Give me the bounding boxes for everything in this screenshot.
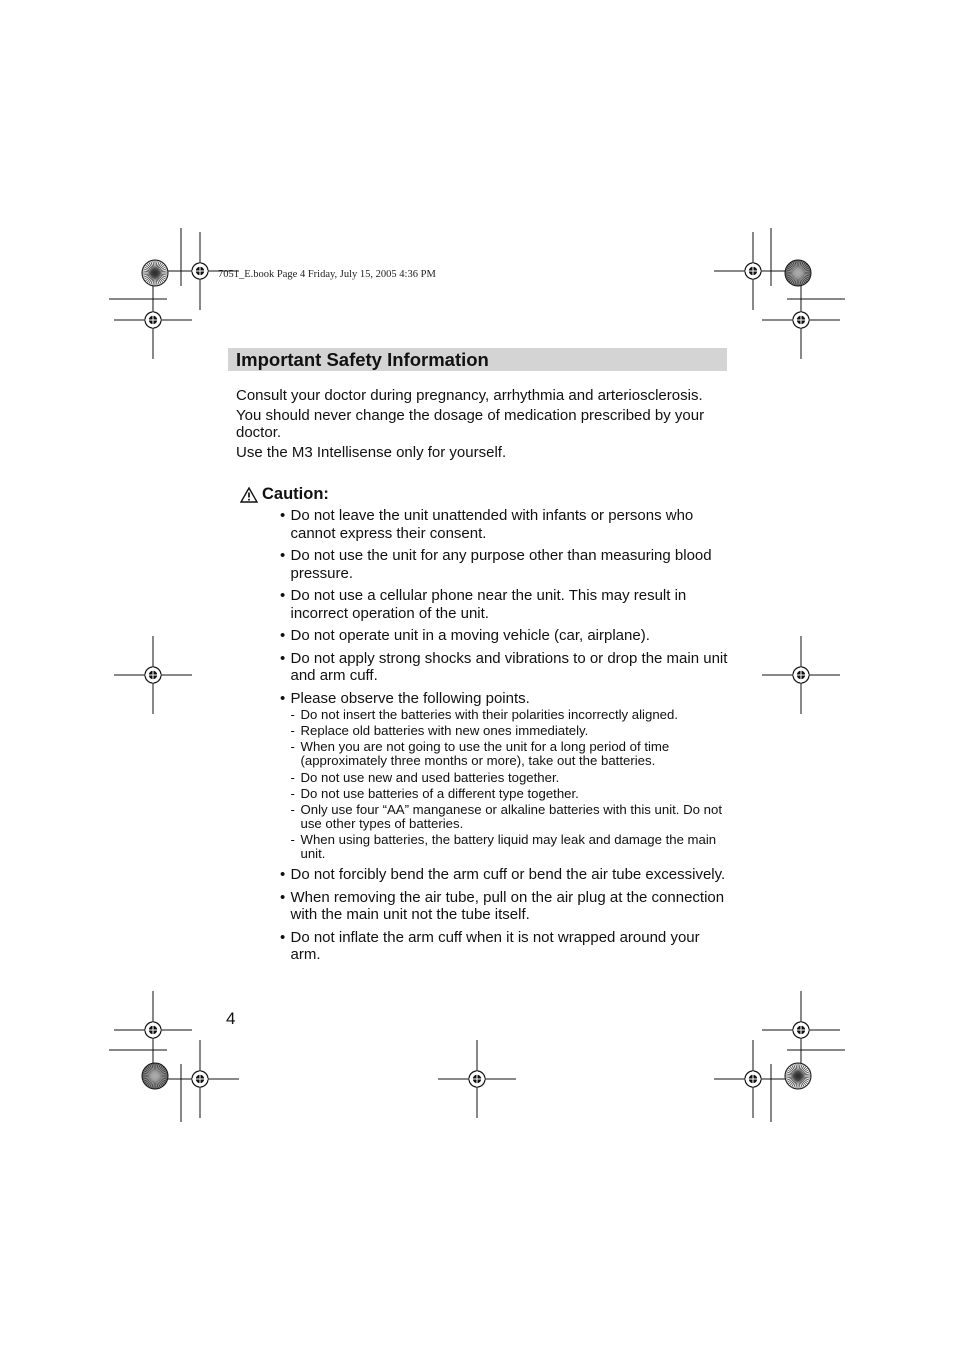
bullet-marker: • <box>280 627 286 644</box>
caution-item <box>280 587 730 622</box>
color-target-mark <box>142 1063 168 1089</box>
registration-mark <box>438 1040 516 1118</box>
battery-point <box>291 708 731 722</box>
battery-point <box>291 833 731 861</box>
bullet-marker: • <box>280 888 286 906</box>
caution-item <box>280 507 730 542</box>
dash-marker: - <box>290 785 295 801</box>
registration-mark <box>161 1040 239 1118</box>
intro-paragraph: Use the M3 Intellisense only for yourself. <box>236 443 507 461</box>
intro-paragraph: You should never change the dosage of medication prescribed by your doctor. <box>236 407 705 441</box>
section-title: Important Safety Information <box>236 349 489 370</box>
caution-item <box>280 866 730 884</box>
registration-mark <box>114 991 192 1069</box>
caution-item-text: Do not inflate the arm cuff when it is not wrapped around your arm. <box>290 928 700 964</box>
registration-mark <box>762 636 840 714</box>
battery-point-text: When you are not going to use the unit for a long period of time (approximately three months or more), take out the batteries. <box>300 739 670 769</box>
color-target-mark <box>142 260 168 286</box>
battery-point-text: Replace old batteries with new ones immediately. <box>300 723 589 739</box>
battery-point <box>291 771 731 785</box>
caution-item-text: Please observe the following points. <box>290 689 530 707</box>
caution-item <box>280 889 730 924</box>
bullet-marker: • <box>280 689 286 707</box>
caution-item <box>280 690 730 862</box>
caution-item-text: Do not forcibly bend the arm cuff or bend the air tube excessively. <box>290 866 726 884</box>
bullet-marker: • <box>280 547 286 564</box>
caution-item-text: When removing the air tube, pull on the air plug at the connection with the main unit not the tube itself. <box>290 888 725 924</box>
battery-point-text: Do not use new and used batteries together. <box>300 769 560 785</box>
battery-point-text: Do not insert the batteries with their polarities incorrectly aligned. <box>300 707 678 722</box>
registration-mark <box>714 232 792 310</box>
battery-point-text: Only use four “AA” manganese or alkaline batteries with this unit. Do not use other types of batteries. <box>300 801 722 831</box>
battery-points-list <box>291 708 731 861</box>
bullet-marker: • <box>280 649 286 667</box>
registration-mark <box>762 281 840 359</box>
bullet-marker: • <box>280 507 286 524</box>
color-target-mark <box>785 260 811 286</box>
dash-marker: - <box>290 723 295 739</box>
battery-point-text: Do not use batteries of a different type together. <box>300 785 579 801</box>
bullet-marker: • <box>280 928 286 946</box>
dash-marker: - <box>290 832 295 848</box>
registration-mark <box>114 281 192 359</box>
caution-item <box>280 650 730 685</box>
dash-marker: - <box>290 707 295 722</box>
caution-list <box>280 507 730 969</box>
caution-item <box>280 547 730 582</box>
battery-point-text: When using batteries, the battery liquid may leak and damage the main unit. <box>300 832 717 862</box>
caution-item-text: Do not leave the unit unattended with infants or persons who cannot express their consent. <box>290 507 694 542</box>
battery-point <box>291 740 731 768</box>
caution-item <box>280 627 730 645</box>
print-slug: 7051_E.book Page 4 Friday, July 15, 2005 4:36 PM <box>218 269 436 280</box>
caution-item-text: Do not use the unit for any purpose other than measuring blood pressure. <box>290 547 712 582</box>
caution-label: Caution: <box>262 485 329 503</box>
warning-triangle-icon <box>240 487 258 503</box>
caution-item-text: Do not apply strong shocks and vibrations to or drop the main unit and arm cuff. <box>290 649 728 684</box>
caution-item <box>280 929 730 964</box>
battery-point <box>291 787 731 801</box>
dash-marker: - <box>290 739 295 755</box>
color-target-mark <box>785 1063 811 1089</box>
battery-point <box>291 724 731 738</box>
dash-marker: - <box>290 769 295 785</box>
battery-point <box>291 803 731 831</box>
page-number: 4 <box>226 1009 236 1028</box>
caution-item-text: Do not use a cellular phone near the unit. This may result in incorrect operation of the unit. <box>290 587 687 622</box>
section-header-bar <box>228 348 727 371</box>
intro-paragraph: Consult your doctor during pregnancy, arrhythmia and arteriosclerosis. <box>236 387 703 404</box>
bullet-marker: • <box>280 587 286 604</box>
registration-mark <box>114 636 192 714</box>
registration-mark <box>714 1040 792 1118</box>
intro-text <box>236 388 726 465</box>
bullet-marker: • <box>280 866 286 884</box>
caution-item-text: Do not operate unit in a moving vehicle (car, airplane). <box>290 627 650 644</box>
registration-mark <box>762 991 840 1069</box>
dash-marker: - <box>290 801 295 817</box>
